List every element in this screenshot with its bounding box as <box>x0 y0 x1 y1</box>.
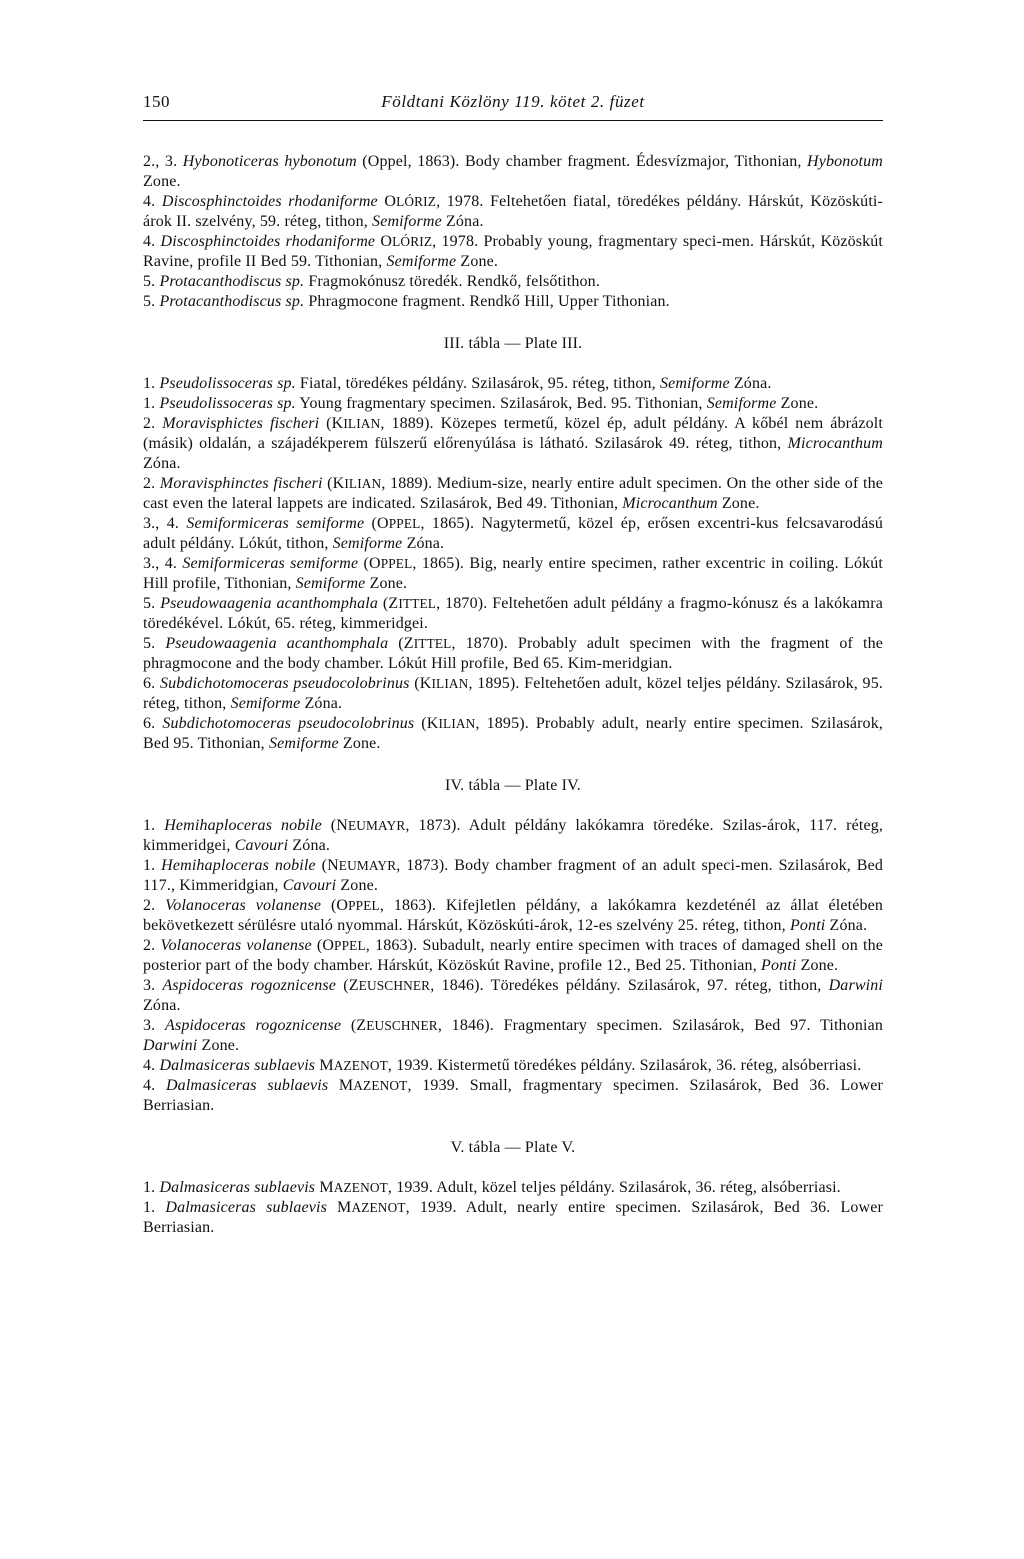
plate-entry: 1. Dalmasiceras sublaevis MAZENOT, 1939. Adult, nearly entire specimen. Szilasárok, Bed 36. Lower Berriasian. <box>143 1199 883 1236</box>
plate-entry: 3., 4. Semiformiceras semiforme (OPPEL, 1865). Nagytermetű, közel ép, erősen excentri-kus felcsavarodású adult példány. Lókút, tithon, Semiforme Zóna. <box>143 515 883 552</box>
plate-entry: 3., 4. Semiformiceras semiforme (OPPEL, 1865). Big, nearly entire specimen, rather excentric in coiling. Lókút Hill profile, Tithonian, Semiforme Zone. <box>143 555 883 592</box>
plate-entry: 5. Protacanthodiscus sp. Fragmokónusz töredék. Rendkő, felsőtithon. <box>143 273 600 290</box>
plate-entry: 4. Discosphinctoides rhodaniforme OLÓRIZ, 1978. Feltehetően fiatal, töredékes példány. Hárskút, Közöskúti-árok II. szelvény, 59. réteg, tithon, Semiforme Zóna. <box>143 193 883 230</box>
plate-entry: 5. Protacanthodiscus sp. Phragmocone fragment. Rendkő Hill, Upper Tithonian. <box>143 293 670 310</box>
plate-entry: 1. Dalmasiceras sublaevis MAZENOT, 1939. Adult, közel teljes példány. Szilasárok, 36. réteg, alsóberriasi. <box>143 1179 841 1196</box>
plate-entry: 1. Pseudolissoceras sp. Fiatal, töredékes példány. Szilasárok, 95. réteg, tithon, Semiforme Zóna. <box>143 375 772 392</box>
plate-entry: 6. Subdichotomoceras pseudocolobrinus (KILIAN, 1895). Probably adult, nearly entire specimen. Szilasárok, Bed 95. Tithonian, Semiforme Zone. <box>143 715 884 752</box>
plate-title: IV. tábla — Plate IV. <box>445 777 581 794</box>
page-header <box>143 92 883 116</box>
plate-title: III. tábla — Plate III. <box>443 335 583 352</box>
page-body <box>143 152 883 1238</box>
running-title: Földtani Közlöny 119. kötet 2. füzet <box>381 92 645 111</box>
plate-entry: 4. Dalmasiceras sublaevis MAZENOT, 1939. Small, fragmentary specimen. Szilasárok, Bed 36. Lower Berriasian. <box>143 1077 883 1114</box>
plate-title: V. tábla — Plate V. <box>450 1139 576 1156</box>
plate-entry: 4. Discosphinctoides rhodaniforme OLÓRIZ, 1978. Probably young, fragmentary speci-men. Hárskút, Közöskút Ravine, profile II Bed 59. Tithonian, Semiforme Zone. <box>143 233 884 270</box>
plate-entry: 1. Hemihaploceras nobile (NEUMAYR, 1873). Body chamber fragment of an adult speci-men. Szilasárok, Bed 117., Kimmeridgian, Cavouri Zone. <box>143 857 883 894</box>
plate-entry: 2. Volanoceras volanense (OPPEL, 1863). Kifejletlen példány, a lakókamra kezdeténél az állat életében bekövetkezett sérülésre utaló nyommal. Hárskút, Közöskúti-árok, 12-es szelvény 25. réteg, tithon, Ponti Zóna. <box>143 897 884 934</box>
plate-entry: 1. Pseudolissoceras sp. Young fragmentary specimen. Szilasárok, Bed. 95. Tithonian, Semiforme Zone. <box>143 395 819 412</box>
plate-entry: 2. Moravisphinctes fischeri (KILIAN, 1889). Medium-size, nearly entire adult specimen. On the other side of the cast even the lateral lappets are indicated. Szilasárok, Bed 49. Tithonian, Microcanthum Zone. <box>143 475 883 512</box>
plate-entry: 2. Moravisphictes fischeri (KILIAN, 1889). Közepes termetű, közel ép, adult példány. A kőbél nem ábrázolt (másik) oldalán, a szájadékperem fülszerű előrenyúlása is látható. Szilasárok 49. réteg, tithon, Microcanthum Zóna. <box>143 415 883 472</box>
plate-entry: 2., 3. Hybonoticeras hybonotum (Oppel, 1863). Body chamber fragment. Édesvízmajor, Tithonian, Hybonotum Zone. <box>143 153 883 190</box>
plate-entry: 1. Hemihaploceras nobile (NEUMAYR, 1873). Adult példány lakókamra töredéke. Szilas-árok, 117. réteg, kimmeridgei, Cavouri Zóna. <box>143 817 883 854</box>
page-number: 150 <box>143 92 170 111</box>
plate-entry: 2. Volanoceras volanense (OPPEL, 1863). Subadult, nearly entire specimen with traces of damaged shell on the posterior part of the body chamber. Hárskút, Közöskút Ravine, profile 12., Bed 25. Tithonian, Ponti Zone. <box>143 937 883 974</box>
plate-entry: 3. Aspidoceras rogoznicense (ZEUSCHNER, 1846). Töredékes példány. Szilasárok, 97. réteg, tithon, Darwini Zóna. <box>143 977 883 1014</box>
plate-entry: 6. Subdichotomoceras pseudocolobrinus (KILIAN, 1895). Feltehetően adult, közel teljes példány. Szilasárok, 95. réteg, tithon, Semiforme Zóna. <box>143 675 883 712</box>
plate-entry: 3. Aspidoceras rogoznicense (ZEUSCHNER, 1846). Fragmentary specimen. Szilasárok, Bed 97. Tithonian Darwini Zone. <box>143 1017 884 1054</box>
header-rule <box>143 120 883 121</box>
plate-entry: 5. Pseudowaagenia acanthomphala (ZITTEL, 1870). Feltehetően adult példány a fragmo-kónusz és a lakókamra töredékével. Lókút, 65. réteg, kimmeridgei. <box>143 595 883 632</box>
plate-entry: 5. Pseudowaagenia acanthomphala (ZITTEL, 1870). Probably adult specimen with the fragment of the phragmocone and the body chamber. Lókút Hill profile, Bed 65. Kim-meridgian. <box>143 635 884 672</box>
plate-entry: 4. Dalmasiceras sublaevis MAZENOT, 1939. Kistermetű töredékes példány. Szilasárok, 36. réteg, alsóberriasi. <box>143 1057 862 1074</box>
